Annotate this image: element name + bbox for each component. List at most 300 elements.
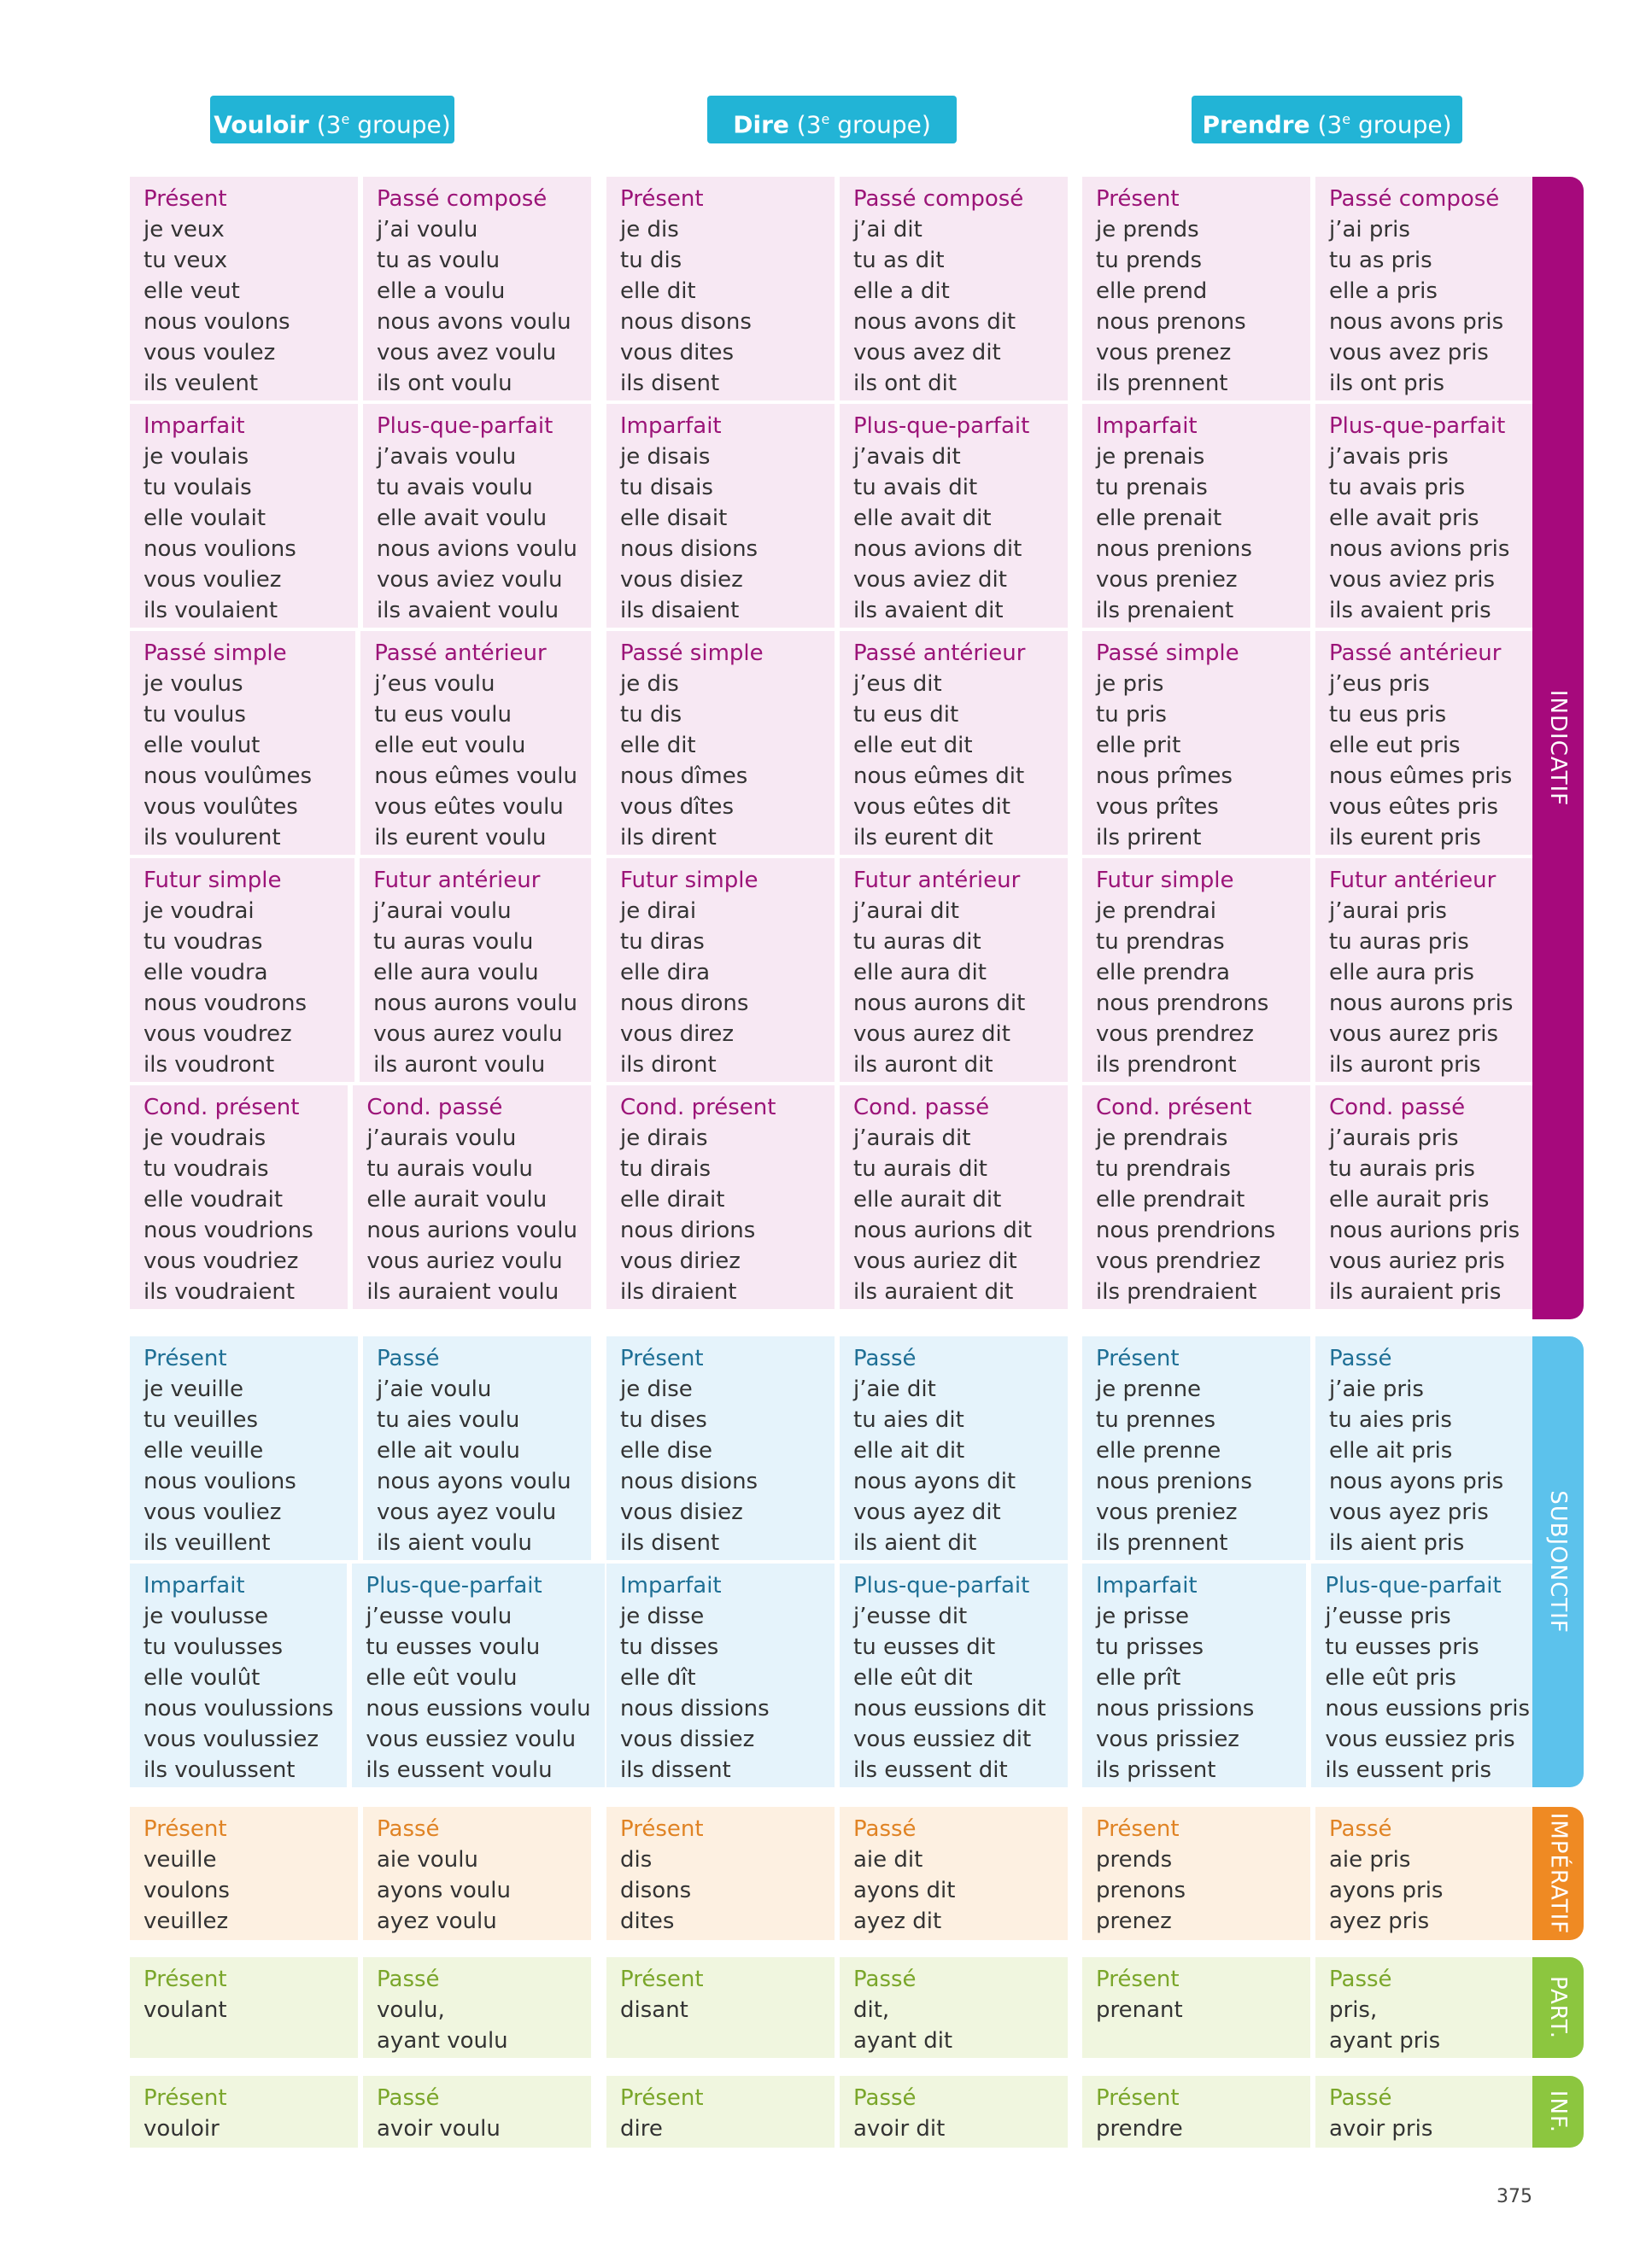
verb-group-superscript: e	[1342, 111, 1351, 127]
verb-group-number: (3	[1317, 110, 1343, 139]
conjugation-line: vous prenez	[1096, 340, 1232, 365]
tense-title: Présent	[1096, 186, 1180, 212]
tense-row	[1082, 1957, 1543, 2058]
tense-title: Passé	[377, 1816, 440, 1842]
tense-row	[130, 631, 591, 855]
verb-header	[210, 96, 454, 143]
tense-cell	[840, 1085, 1068, 1309]
conjugation-line: elle voudra	[144, 960, 268, 985]
imperatif-block	[606, 1807, 1068, 1944]
tense-title: Passé composé	[853, 186, 1024, 212]
conjugation-line: ils voudront	[144, 1052, 275, 1078]
conjugation-line: ils auraient voulu	[366, 1279, 559, 1305]
conjugation-line: tu as dit	[853, 248, 945, 273]
conjugation-line: ils prendraient	[1096, 1279, 1257, 1305]
conjugation-line: vous avez pris	[1329, 340, 1489, 365]
conjugation-line: dire	[620, 2116, 663, 2142]
conjugation-line: tu aies pris	[1329, 1407, 1452, 1433]
conjugation-line: prends	[1096, 1847, 1173, 1873]
tense-title: Présent	[144, 1816, 227, 1842]
tense-title: Plus-que-parfait	[377, 413, 554, 439]
conjugation-line: prenez	[1096, 1909, 1172, 1934]
tense-cell	[1082, 177, 1310, 400]
conjugation-line: elle dira	[620, 960, 711, 985]
conjugation-line: j’avais voulu	[377, 444, 517, 470]
conjugation-line: ils prissent	[1096, 1757, 1216, 1783]
conjugation-line: vous preniez	[1096, 1499, 1238, 1525]
conjugation-line: tu aurais voulu	[366, 1156, 533, 1182]
conjugation-line: vous vouliez	[144, 1499, 282, 1525]
conjugation-line: elle dirait	[620, 1187, 725, 1213]
tense-cell	[363, 1957, 591, 2058]
conjugation-line: dis	[620, 1847, 653, 1873]
conjugation-line: nous avions voulu	[377, 536, 577, 562]
tense-cell	[606, 404, 835, 628]
tense-row	[606, 1336, 1068, 1560]
tense-title: Cond. passé	[853, 1095, 990, 1120]
conjugation-line: elle prend	[1096, 278, 1208, 304]
conjugation-line: tu prenais	[1096, 475, 1208, 500]
conjugation-line: nous eûmes pris	[1329, 763, 1513, 789]
conjugation-line: elle a voulu	[377, 278, 506, 304]
conjugation-line: tu dises	[620, 1407, 707, 1433]
conjugation-line: ils auront dit	[853, 1052, 993, 1078]
verb-group-superscript: e	[821, 111, 830, 127]
tense-cell	[606, 2076, 835, 2148]
conjugation-line: ils veuillent	[144, 1530, 271, 1556]
tense-row	[606, 177, 1068, 400]
conjugation-line: tu diras	[620, 929, 705, 955]
tense-cell	[130, 2076, 358, 2148]
conjugation-line: je disais	[620, 444, 711, 470]
conjugation-line: vous dissiez	[620, 1727, 755, 1752]
conjugation-line: nous dirons	[620, 991, 749, 1016]
conjugation-line: disons	[620, 1878, 692, 1903]
conjugation-line: nous disons	[620, 309, 752, 335]
conjugation-line: tu pris	[1096, 702, 1167, 728]
conjugation-line: nous voudrons	[144, 991, 308, 1016]
tense-cell	[1082, 858, 1310, 1082]
tense-cell	[840, 2076, 1068, 2148]
conjugation-line: nous eûmes voulu	[374, 763, 577, 789]
tense-row	[1082, 1564, 1543, 1787]
conjugation-line: nous avons pris	[1329, 309, 1504, 335]
conjugation-line: ayez voulu	[377, 1909, 497, 1934]
conjugation-line: tu prennes	[1096, 1407, 1216, 1433]
tense-row	[606, 1085, 1068, 1309]
conjugation-line: vous prîtes	[1096, 794, 1219, 820]
verb-group-label: groupe)	[357, 110, 451, 139]
tense-cell	[606, 1957, 835, 2058]
conjugation-line: vous dites	[620, 340, 735, 365]
tense-title: Futur antérieur	[853, 868, 1021, 893]
tense-title: Futur simple	[144, 868, 282, 893]
tab-indicatif-label: INDICATIF	[1545, 689, 1572, 807]
conjugation-line: tu dis	[620, 248, 682, 273]
conjugation-line: tu avais dit	[853, 475, 978, 500]
conjugation-line: tu voudrais	[144, 1156, 269, 1182]
tense-title: Présent	[1096, 1967, 1180, 1992]
tense-cell	[130, 1957, 358, 2058]
conjugation-line: tu eus dit	[853, 702, 959, 728]
conjugation-line: ils prenaient	[1096, 598, 1234, 623]
conjugation-line: elle aura dit	[853, 960, 987, 985]
tense-title: Présent	[144, 2085, 227, 2111]
tense-title: Passé antérieur	[853, 640, 1026, 666]
conjugation-line: je dis	[620, 217, 679, 243]
tense-cell	[840, 1336, 1068, 1560]
conjugation-line: ils prirent	[1096, 825, 1202, 850]
tense-row	[130, 1807, 591, 1940]
conjugation-line: je prendrais	[1096, 1125, 1228, 1151]
tense-title: Présent	[620, 1967, 704, 1992]
tab-participe-label: PART.	[1545, 1975, 1572, 2040]
tense-title: Imparfait	[1096, 1573, 1198, 1599]
conjugation-line: elle voulait	[144, 506, 266, 531]
tense-cell	[1315, 1957, 1543, 2058]
tense-title: Passé simple	[144, 640, 287, 666]
conjugation-line: je veuille	[144, 1377, 244, 1402]
conjugation-line: tu aies dit	[853, 1407, 964, 1433]
conjugation-line: ayons dit	[853, 1878, 956, 1903]
tense-row	[606, 1957, 1068, 2058]
conjugation-line: je veux	[144, 217, 225, 243]
tense-row	[606, 1807, 1068, 1940]
conjugation-line: ayant voulu	[377, 2028, 508, 2054]
tense-title: Plus-que-parfait	[853, 1573, 1030, 1599]
conjugation-line: elle voudrait	[144, 1187, 284, 1213]
conjugation-line: nous aurions voulu	[366, 1218, 577, 1243]
conjugation-line: tu voulusses	[144, 1634, 284, 1660]
conjugation-line: je prenne	[1096, 1377, 1202, 1402]
conjugation-line: vous voudrez	[144, 1021, 292, 1047]
subjonctif-block	[1082, 1336, 1543, 1791]
tab-indicatif	[1532, 177, 1584, 1319]
tense-cell	[606, 858, 835, 1082]
infinitif-block	[1082, 2076, 1543, 2151]
conjugation-line: tu auras dit	[853, 929, 981, 955]
conjugation-line: prenons	[1096, 1878, 1186, 1903]
tense-cell	[352, 1564, 604, 1787]
conjugation-line: elle eût pris	[1325, 1665, 1456, 1691]
tense-title: Présent	[144, 186, 227, 212]
conjugation-line: vous eûtes voulu	[374, 794, 564, 820]
conjugation-line: je dise	[620, 1377, 693, 1402]
conjugation-line: j’eus pris	[1329, 671, 1430, 697]
tense-title: Cond. présent	[144, 1095, 300, 1120]
conjugation-line: je prendrai	[1096, 898, 1216, 924]
conjugation-line: tu aurais dit	[853, 1156, 987, 1182]
imperatif-block	[130, 1807, 591, 1944]
conjugation-line: elle eut dit	[853, 733, 973, 758]
conjugation-line: nous aurons pris	[1329, 991, 1514, 1016]
conjugation-line: ayez dit	[853, 1909, 942, 1934]
conjugation-line: pris,	[1329, 1997, 1378, 2023]
tense-row	[130, 404, 591, 628]
tense-title: Plus-que-parfait	[366, 1573, 542, 1599]
tense-cell	[363, 1807, 591, 1940]
conjugation-line: je pris	[1096, 671, 1164, 697]
tense-cell	[840, 1807, 1068, 1940]
conjugation-line: tu auras voulu	[373, 929, 534, 955]
conjugation-line: vous eussiez voulu	[366, 1727, 577, 1752]
conjugation-line: vous eussiez dit	[853, 1727, 1032, 1752]
conjugation-line: ils dirent	[620, 825, 717, 850]
conjugation-line: ils disaient	[620, 598, 740, 623]
conjugation-line: elle dit	[620, 278, 696, 304]
tense-title: Présent	[620, 186, 704, 212]
conjugation-line: nous dîmes	[620, 763, 748, 789]
tense-title: Futur antérieur	[373, 868, 541, 893]
conjugation-line: nous eussions dit	[853, 1696, 1046, 1721]
tense-title: Cond. présent	[1096, 1095, 1252, 1120]
tense-title: Passé	[853, 2085, 917, 2111]
tense-title: Plus-que-parfait	[853, 413, 1030, 439]
conjugation-line: je prenais	[1096, 444, 1205, 470]
conjugation-line: elle prît	[1096, 1665, 1181, 1691]
conjugation-line: nous eûmes dit	[853, 763, 1025, 789]
conjugation-line: j’avais dit	[853, 444, 961, 470]
tense-cell	[606, 177, 835, 400]
conjugation-line: ils diraient	[620, 1279, 737, 1305]
conjugation-line: nous eussions voulu	[366, 1696, 591, 1721]
conjugation-line: je voulais	[144, 444, 249, 470]
conjugation-line: ils eurent pris	[1329, 825, 1481, 850]
conjugation-line: tu voudras	[144, 929, 263, 955]
conjugation-line: ils eussent voulu	[366, 1757, 553, 1783]
conjugation-line: disant	[620, 1997, 688, 2023]
indicatif-block	[130, 177, 591, 1312]
tense-cell	[1315, 631, 1543, 855]
conjugation-line: vous voudriez	[144, 1248, 299, 1274]
conjugation-line: je dis	[620, 671, 679, 697]
conjugation-line: j’aurais voulu	[366, 1125, 517, 1151]
conjugation-line: dit,	[853, 1997, 890, 2023]
tab-subjonctif	[1532, 1336, 1584, 1787]
tense-title: Imparfait	[620, 413, 722, 439]
conjugation-line: je prends	[1096, 217, 1199, 243]
conjugation-line: vous aviez voulu	[377, 567, 563, 593]
conjugation-line: vous aurez pris	[1329, 1021, 1498, 1047]
conjugation-line: nous prenions	[1096, 536, 1252, 562]
conjugation-line: vous aviez pris	[1329, 567, 1495, 593]
tense-title: Passé	[853, 1346, 917, 1371]
conjugation-line: nous voulons	[144, 309, 290, 335]
conjugation-line: ayons voulu	[377, 1878, 511, 1903]
conjugation-line: elle ait dit	[853, 1438, 965, 1464]
tense-cell	[130, 404, 358, 628]
tense-title: Présent	[1096, 1346, 1180, 1371]
conjugation-line: tu as pris	[1329, 248, 1432, 273]
conjugation-line: elle eût voulu	[366, 1665, 518, 1691]
tense-title: Présent	[1096, 1816, 1180, 1842]
conjugation-line: nous prendrions	[1096, 1218, 1276, 1243]
conjugation-line: ils prennent	[1096, 1530, 1228, 1556]
tense-row	[606, 1564, 1068, 1787]
tense-cell	[1315, 404, 1543, 628]
conjugation-line: ayant pris	[1329, 2028, 1441, 2054]
conjugation-line: tu prisses	[1096, 1634, 1204, 1660]
tense-cell	[130, 177, 358, 400]
conjugation-line: elle avait pris	[1329, 506, 1479, 531]
conjugation-line: nous dissions	[620, 1696, 770, 1721]
tense-cell	[606, 631, 835, 855]
infinitif-block	[606, 2076, 1068, 2151]
tab-subjonctif-label: SUBJONCTIF	[1545, 1490, 1571, 1634]
conjugation-line: j’ai voulu	[377, 217, 478, 243]
tense-title: Passé simple	[620, 640, 764, 666]
conjugation-line: elle avait dit	[853, 506, 992, 531]
conjugation-line: tu prendrais	[1096, 1156, 1231, 1182]
conjugation-line: ils eurent dit	[853, 825, 993, 850]
conjugation-line: ils ont voulu	[377, 371, 512, 396]
conjugation-line: j’eus voulu	[374, 671, 495, 697]
conjugation-line: tu veuilles	[144, 1407, 259, 1433]
conjugation-line: vous preniez	[1096, 567, 1238, 593]
tense-cell	[1082, 404, 1310, 628]
conjugation-line: vous auriez pris	[1329, 1248, 1505, 1274]
tense-title: Imparfait	[144, 413, 245, 439]
tense-cell	[606, 1807, 835, 1940]
conjugation-line: elle disait	[620, 506, 728, 531]
conjugation-line: je dirai	[620, 898, 697, 924]
tense-row	[130, 1957, 591, 2058]
tense-cell	[840, 177, 1068, 400]
conjugation-line: ils aient voulu	[377, 1530, 532, 1556]
tense-cell	[1315, 2076, 1543, 2148]
tense-title: Passé composé	[377, 186, 548, 212]
conjugation-line: nous aurions dit	[853, 1218, 1033, 1243]
conjugation-line: avoir dit	[853, 2116, 946, 2142]
conjugation-line: elle dît	[620, 1665, 696, 1691]
conjugation-line: nous aurons voulu	[373, 991, 577, 1016]
conjugation-line: vous aviez dit	[853, 567, 1007, 593]
tense-row	[130, 858, 591, 1082]
tense-cell	[130, 858, 354, 1082]
conjugation-line: elle avait voulu	[377, 506, 548, 531]
conjugation-line: ils auraient pris	[1329, 1279, 1502, 1305]
conjugation-line: voulant	[144, 1997, 227, 2023]
conjugation-line: tu prends	[1096, 248, 1203, 273]
verb-name: Vouloir	[214, 110, 309, 139]
conjugation-line: tu aurais pris	[1329, 1156, 1475, 1182]
conjugation-line: nous voulions	[144, 536, 296, 562]
conjugation-line: ils voudraient	[144, 1279, 296, 1305]
conjugation-line: elle voulut	[144, 733, 261, 758]
conjugation-line: je prisse	[1096, 1604, 1189, 1629]
conjugation-line: tu dis	[620, 702, 682, 728]
conjugation-line: j’aie voulu	[377, 1377, 492, 1402]
conjugation-line: elle prenait	[1096, 506, 1222, 531]
tense-title: Passé composé	[1329, 186, 1500, 212]
tense-title: Plus-que-parfait	[1325, 1573, 1502, 1599]
conjugation-line: elle prit	[1096, 733, 1181, 758]
conjugation-line: tu avais pris	[1329, 475, 1466, 500]
verb-group-label: groupe)	[1358, 110, 1452, 139]
tense-title: Cond. présent	[620, 1095, 776, 1120]
conjugation-line: nous voudrions	[144, 1218, 313, 1243]
conjugation-line: vous auriez voulu	[366, 1248, 563, 1274]
conjugation-line: vous prendriez	[1096, 1248, 1261, 1274]
participe-block	[1082, 1957, 1543, 2061]
conjugation-line: avoir voulu	[377, 2116, 501, 2142]
tense-title: Cond. passé	[1329, 1095, 1466, 1120]
conjugation-line: aie voulu	[377, 1847, 478, 1873]
conjugation-line: nous prenons	[1096, 309, 1246, 335]
conjugation-line: tu voulus	[144, 702, 246, 728]
conjugation-line: nous avons dit	[853, 309, 1016, 335]
tense-title: Passé	[1329, 1816, 1392, 1842]
conjugation-line: je voudrai	[144, 898, 255, 924]
tense-title: Passé	[1329, 1967, 1392, 1992]
tense-row	[606, 631, 1068, 855]
conjugation-line: tu prendras	[1096, 929, 1225, 955]
conjugation-line: ils aient dit	[853, 1530, 977, 1556]
tense-row	[130, 2076, 591, 2148]
tense-title: Passé	[1329, 2085, 1392, 2111]
conjugation-line: ils avaient dit	[853, 598, 1004, 623]
conjugation-line: vous vouliez	[144, 567, 282, 593]
tense-title: Passé simple	[1096, 640, 1239, 666]
tense-row	[1082, 2076, 1543, 2148]
conjugation-line: ils aient pris	[1329, 1530, 1465, 1556]
conjugation-line: nous avions dit	[853, 536, 1022, 562]
conjugation-line: ils voulurent	[144, 825, 281, 850]
tense-row	[130, 1336, 591, 1560]
tense-cell	[1082, 1957, 1310, 2058]
imperatif-block	[1082, 1807, 1543, 1944]
conjugation-line: nous ayons dit	[853, 1469, 1016, 1494]
verb-group-number: (3	[316, 110, 342, 139]
conjugation-line: vous avez dit	[853, 340, 1001, 365]
conjugation-line: nous avions pris	[1329, 536, 1510, 562]
conjugation-line: vous eûtes pris	[1329, 794, 1499, 820]
tense-title: Passé	[377, 1967, 440, 1992]
conjugation-line: j’aurai pris	[1329, 898, 1447, 924]
conjugation-line: tu eus voulu	[374, 702, 512, 728]
conjugation-line: elle aura voulu	[373, 960, 539, 985]
conjugation-line: j’aurai voulu	[373, 898, 512, 924]
tense-title: Présent	[620, 1816, 704, 1842]
conjugation-line: ils veulent	[144, 371, 259, 396]
conjugation-line: nous eussions pris	[1325, 1696, 1530, 1721]
conjugation-line: nous prîmes	[1096, 763, 1233, 789]
tense-cell	[1315, 177, 1543, 400]
conjugation-line: nous aurions pris	[1329, 1218, 1520, 1243]
tense-cell	[1315, 858, 1543, 1082]
conjugation-line: j’aurai dit	[853, 898, 959, 924]
tense-cell	[606, 1336, 835, 1560]
conjugation-line: elle eut pris	[1329, 733, 1461, 758]
conjugation-line: tu eus pris	[1329, 702, 1447, 728]
tense-title: Présent	[144, 1346, 227, 1371]
conjugation-line: j’eusse pris	[1325, 1604, 1451, 1629]
conjugation-line: vous voulussiez	[144, 1727, 319, 1752]
tense-cell	[1315, 1085, 1543, 1309]
conjugation-line: vous aurez voulu	[373, 1021, 563, 1047]
conjugation-line: elle a dit	[853, 278, 950, 304]
tense-title: Passé	[853, 1967, 917, 1992]
conjugation-line: tu eusses pris	[1325, 1634, 1479, 1660]
conjugation-line: nous aurons dit	[853, 991, 1026, 1016]
subjonctif-block	[130, 1336, 591, 1791]
tense-cell	[130, 1085, 348, 1309]
tense-title: Imparfait	[144, 1573, 245, 1599]
indicatif-block	[606, 177, 1068, 1312]
tense-title: Futur simple	[620, 868, 758, 893]
conjugation-line: elle eût dit	[853, 1665, 973, 1691]
tense-row	[1082, 177, 1543, 400]
